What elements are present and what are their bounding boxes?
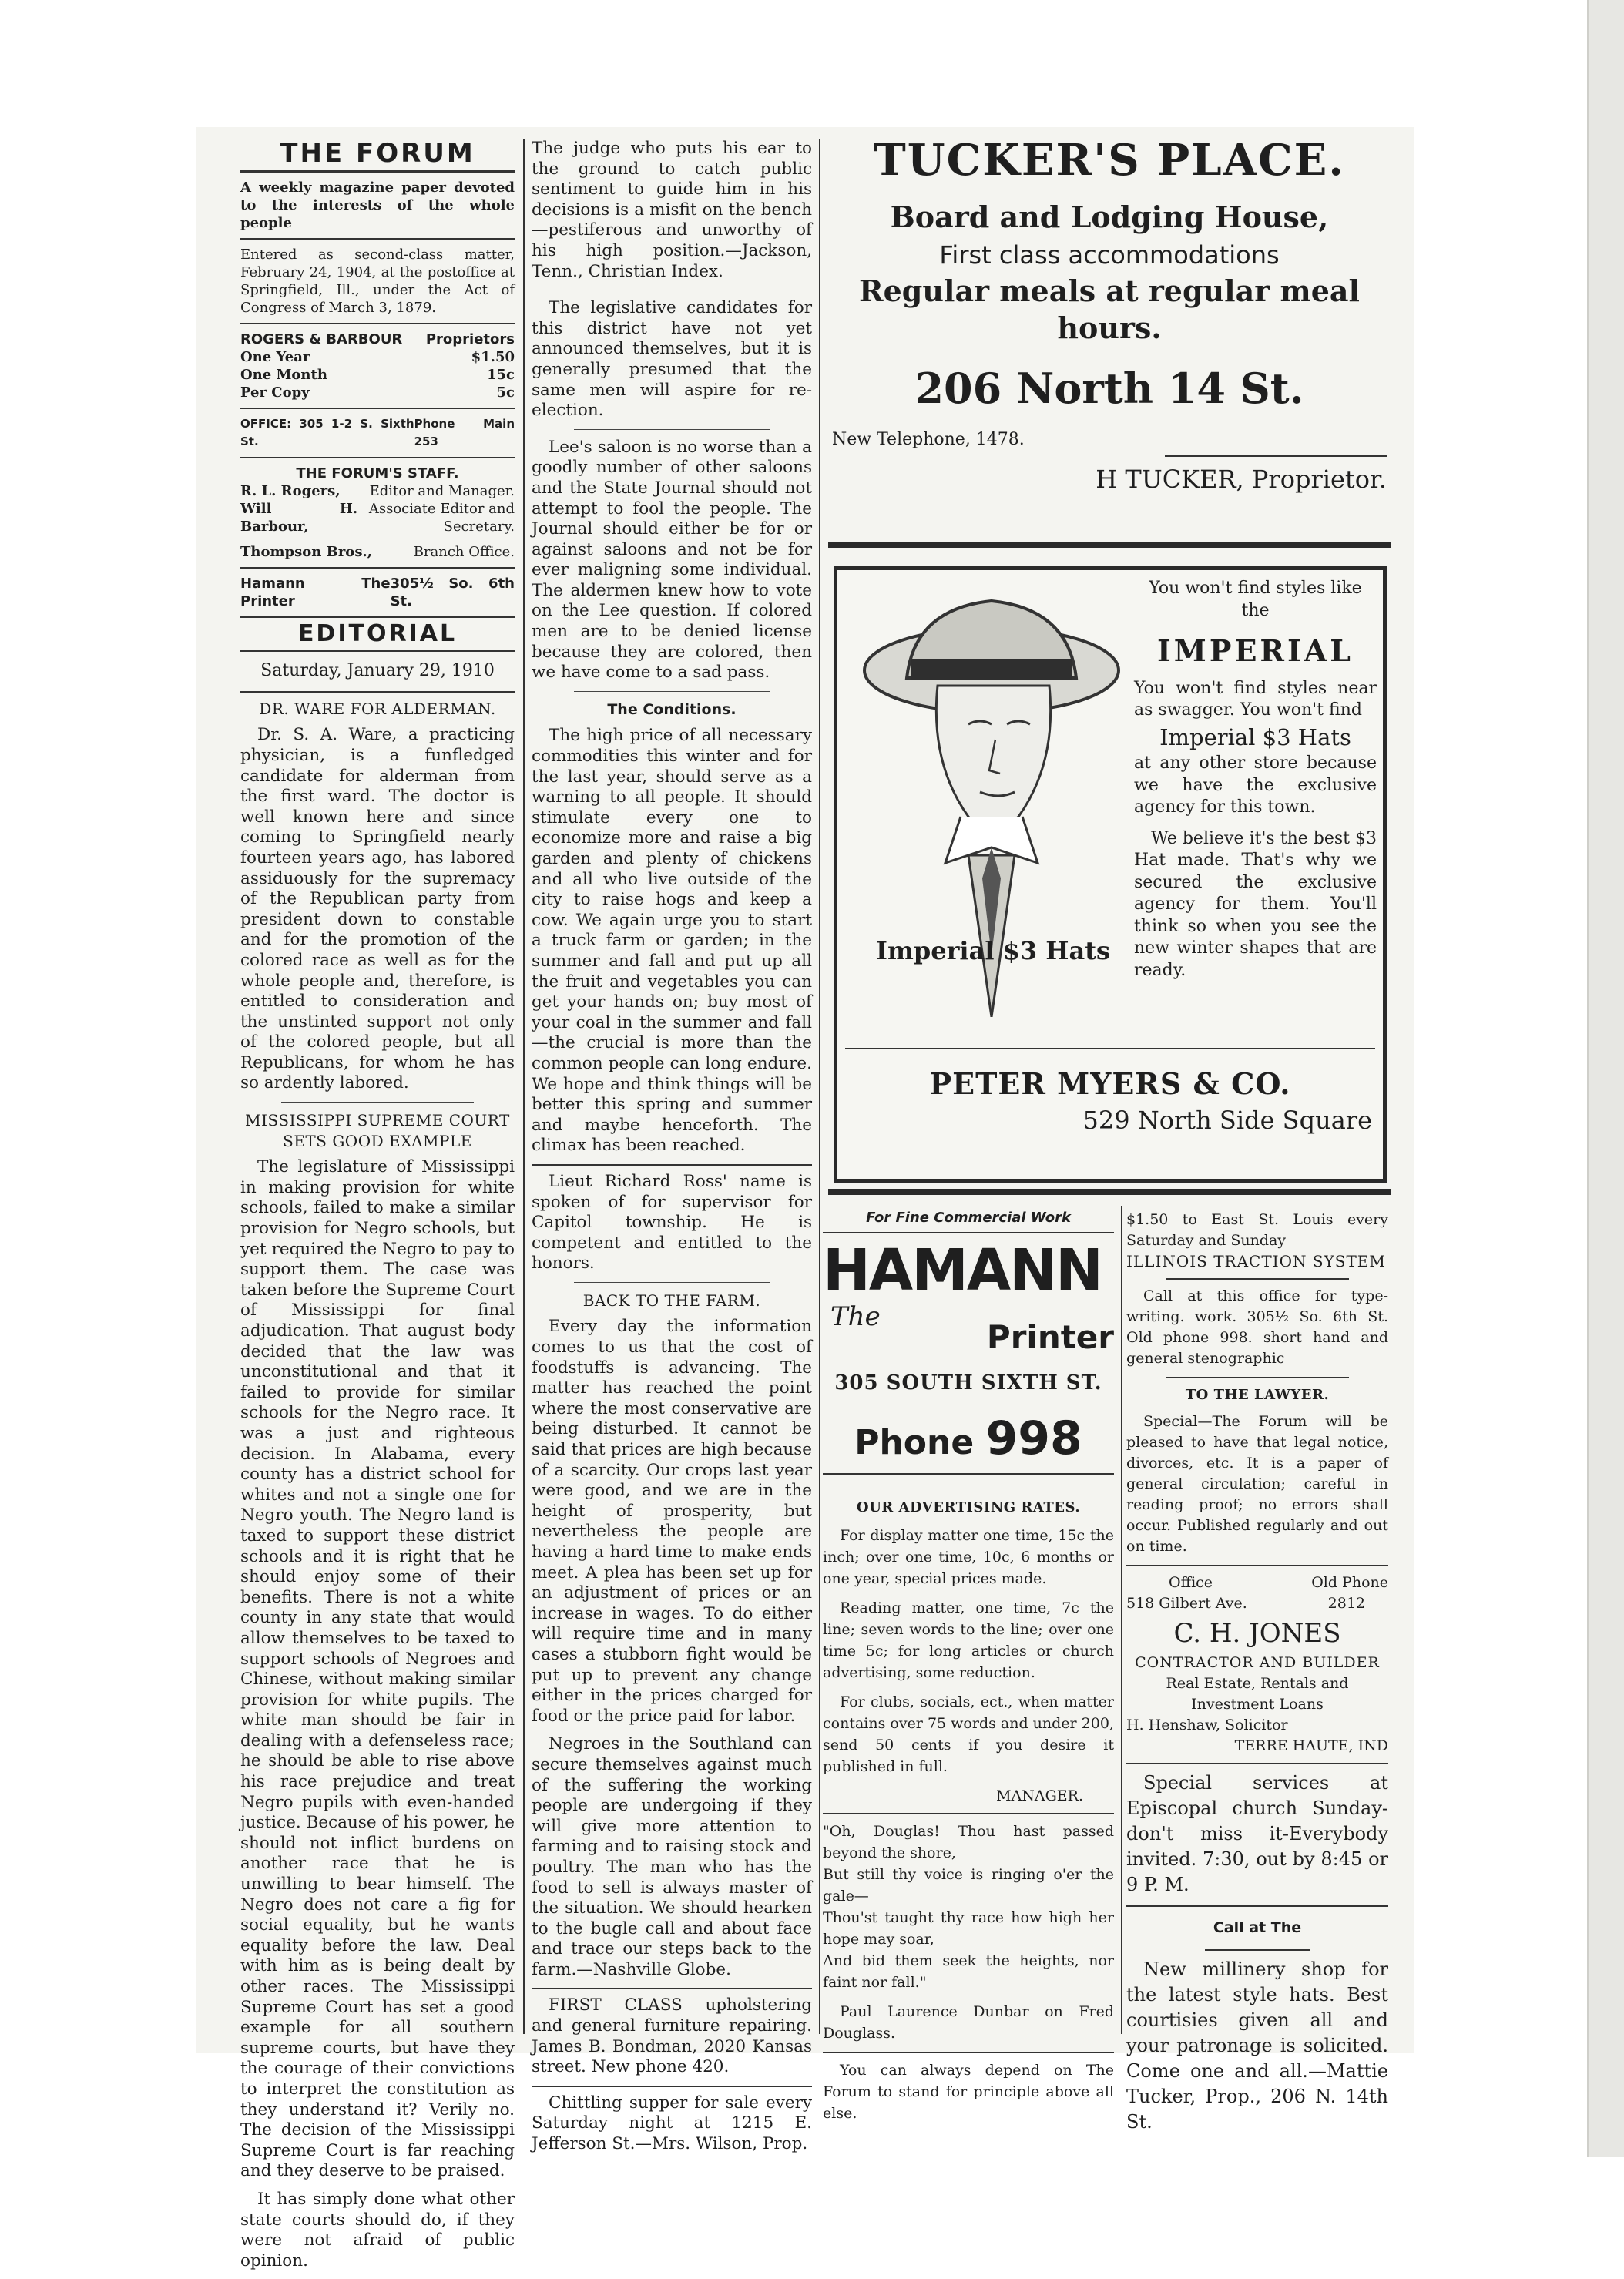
jones-city: TERRE HAUTE, IND: [1234, 1737, 1388, 1754]
call-at-heading: Call at The: [1213, 1919, 1302, 1936]
hamann-phone: Phone 998: [854, 1411, 1082, 1465]
rates-clubs: For clubs, socials, ect., when matter contains over 75 words and under 200, send 50 cents if you desire it published in full.: [823, 1693, 1114, 1775]
masthead-entry: Entered as second-class matter, February 24, 1904, at the postoffice at Springfield, Ill., under the Act of Congress of March 3, 1879.: [240, 246, 515, 316]
imperial-p2: at any other store because we have the exclusive agency for this town.: [1134, 754, 1377, 817]
printer-address: 305½ So. 6th St.: [390, 575, 515, 609]
jones-solicitor: H. Henshaw, Solicitor: [1126, 1717, 1288, 1734]
ad-divider-2: [828, 1189, 1391, 1195]
rates-manager: MANAGER.: [996, 1787, 1083, 1804]
imperial-brand: IMPERIAL: [1157, 633, 1354, 668]
jones-address: 518 Gilbert Ave. 2812: [1126, 1595, 1365, 1612]
jones-role: CONTRACTOR AND BUILDER: [1135, 1654, 1380, 1671]
hamann-tag: For Fine Commercial Work: [866, 1210, 1071, 1226]
tucker-proprietor: H TUCKER, Proprietor.: [1096, 465, 1387, 494]
publisher-name: ROGERS & BARBOUR: [240, 331, 403, 347]
conditions-body: The high price of all necessary commodities this winter and for the last year, should serve as a warning to all people. It should stimulate every one to economize more and raise a big garden and plenty of chickens and all who live outside of the city to raise hogs and keep a cow. We again urge you to start a truck farm or garden; in the summer and fall and put up all the fruit and vegetables you can get your hands on; buy most of your coal in the summer and fall—the crucial is more than the common people can long endure. We hope and think things will be better this spring and summer and maybe henceforth. The climax has been reached.: [532, 726, 812, 1156]
article-title-mississippi: MISSISSIPPI SUPREME COURT SETS GOOD EXAMPLE: [245, 1111, 510, 1150]
jones-business: Real Estate, Rentals and Investment Loans: [1166, 1675, 1349, 1713]
traction-notice: $1.50 to East St. Louis every Saturday and Sunday: [1126, 1211, 1388, 1249]
hamann-address: 305 SOUTH SIXTH ST.: [834, 1371, 1102, 1395]
jones-office: Office Old Phone: [1169, 1574, 1388, 1591]
publisher-role: Proprietors: [425, 331, 515, 347]
traction-company: ILLINOIS TRACTION SYSTEM: [1126, 1252, 1386, 1270]
saloon-paragraph: Lee's saloon is no worse than a goodly number of other saloons and the State Journal should not attempt to fool the people. The Journal should either be for or against saloons and not be for ever maligning some individual. The aldermen knew how to vote on the Lee question. If colored men are to be denied license because they are colored, then we have come to a sad pass.: [532, 437, 812, 683]
jones-name: C. H. JONES: [1173, 1618, 1341, 1649]
article-body-mississippi-2: It has simply done what other state courts should do, if they were not afraid of public opinion.: [240, 2189, 515, 2271]
column-2: [532, 139, 812, 2163]
rates-reading: Reading matter, one time, 7c the line; seven words to the line; over one time 5c; for long articles or church advertising, some reduction.: [823, 1599, 1114, 1681]
hamann-name: HAMANN: [823, 1237, 1102, 1304]
imperial-footer: [837, 1048, 1383, 1135]
forum-principle: You can always depend on The Forum to stand for principle above all else.: [823, 2062, 1114, 2122]
imperial-hats: Imperial $3 Hats: [1159, 723, 1351, 750]
farm-title: BACK TO THE FARM.: [582, 1291, 761, 1310]
column-1: [240, 139, 515, 2279]
hamann-the: The: [830, 1301, 881, 1332]
farm-body: Every day the information comes to us that the cost of foodstuffs is advancing. The matter has reached the point where the most conservative are being disturbed. It cannot be said that prices are high because of a scarcity. Our crops last year were good, and we are in the height of prosperity, but nevertheless the people are having a hard time to make ends meet. A plea has been set up for an adjustment of prices or an increase in wages. To do either will require time and in many cases a stubborn fight would be put up to prevent any change either in the prices charged for food or the price paid for labor.: [532, 1317, 812, 1726]
masthead-title: THE FORUM: [280, 138, 475, 169]
imperial-copy: [1134, 578, 1377, 982]
column-4: [1126, 1210, 1388, 2143]
poem-credit: Paul Laurence Dunbar on Fred Douglass.: [823, 2003, 1114, 2042]
rates-display: For display matter one time, 15c the inch; over one time, 10c, 6 months or one year, special prices made.: [823, 1527, 1114, 1587]
tucker-line2: Regular meals at regular meal hours.: [859, 274, 1360, 345]
issue-date: Saturday, January 29, 1910: [260, 661, 495, 681]
judge-paragraph: The judge who puts his ear to the ground to catch public sentiment to guide him in his decisions is a misfit on the bench—pestiferous and unworthy of his high position.—Jackson, Tenn., Christian Index.: [532, 139, 812, 281]
ad-divider: [828, 542, 1391, 548]
tucker-line1: First class accommodations: [939, 240, 1280, 270]
upholstery-notice: FIRST CLASS upholstering and general furniture repairing. James B. Bondman, 2020 Kansas street. New phone 420.: [532, 1995, 812, 2077]
column-3-notices: [823, 1491, 1114, 2132]
farm-body-2: Negroes in the Southland can secure themselves against much of the suffering the working people are undergoing if they will give more attention to farming and to raising stock and poultry. The man who has the food to sell is always master of the situation. We should hearken to the bugle call and about face and trace our steps back to the farm.—Nashville Globe.: [532, 1734, 812, 1979]
lawyer-title: TO THE LAWYER.: [1185, 1387, 1330, 1403]
office-address: OFFICE: 305 1-2 S. Sixth St.: [240, 416, 414, 448]
chittling-notice: Chittling supper for sale every Saturday night at 1215 E. Jefferson St.—Mrs. Wilson, Prop.: [532, 2093, 812, 2154]
staff-heading: THE FORUM'S STAFF.: [296, 465, 459, 482]
article-body-ware: Dr. S. A. Ware, a practicing physician, is a funfledged candidate for alderman from the first ward. The doctor is well known here and since coming to Springfield nearly fourteen years ago, has labored assiduously for the supremacy of the Republican party from president down to constable and for the promotion of the colored race as well as for the whole people and, therefore, is entitled to consideration and the unstinted support not only of the colored people, but all Republicans, for whom he has so ardently labored.: [240, 725, 515, 1093]
legislative-paragraph: The legislative candidates for this district have not yet announced themselves, but it is generally presumed that the same men will aspire for re-election.: [532, 298, 812, 421]
hamann-printer: Printer: [986, 1318, 1114, 1356]
column-rule-3: [1121, 1206, 1122, 2034]
rates-title: OUR ADVERTISING RATES.: [856, 1499, 1081, 1515]
imperial-top: You won't find styles like the: [1149, 579, 1362, 620]
tuckers-place-ad: [832, 135, 1387, 502]
tucker-title: TUCKER'S PLACE.: [874, 135, 1345, 186]
tucker-subtitle: Board and Lodging House,: [890, 200, 1329, 234]
ross-paragraph: Lieut Richard Ross' name is spoken of for supervisor for Capitol township. He is competent and entitled to the honors.: [532, 1171, 812, 1274]
column-rule-1: [523, 139, 525, 2034]
typewriting-notice: Call at this office for type-writing. work. 305½ So. 6th St. Old phone 998. short hand and general stenographic: [1126, 1287, 1388, 1367]
subscription-rates: One Year $1.50 One Month 15c Per Copy 5c: [240, 348, 515, 401]
tucker-address: 206 North 14 St.: [914, 364, 1304, 413]
masthead-tagline: A weekly magazine paper devoted to the interests of the whole people: [240, 179, 515, 231]
dunbar-poem: "Oh, Douglas! Thou hast passed beyond the shore, But still thy voice is ringing o'er the gale— Thou'st taught thy race how high her hope may soar, And bid them seek the heights, nor faint nor fall.": [823, 1823, 1114, 1991]
column-rule-2: [819, 139, 820, 2034]
editorial-heading: EDITORIAL: [297, 619, 458, 647]
conditions-title: The Conditions.: [607, 700, 737, 718]
office-phone: Phone Main 253: [414, 416, 515, 448]
imperial-hats-ad: [834, 566, 1387, 1183]
page-edge: [1587, 0, 1624, 2157]
imperial-p1: You won't find styles near as swagger. You won't find: [1134, 678, 1377, 720]
article-body-mississippi: The legislature of Mississippi in making provision for white schools, failed to make a similar provision for Negro schools, but yet required the Negro to pay to support them. The case was taken before the Supreme Court of Mississippi for final adjudication. That august body decided that the law was unconstitutional and that it failed to provide for similar schools for the Negro race. It was a just and righteous decision. In Alabama, every county has a district school for whites and not a single one for Negro youth. The Negro land is taxed to support these district schools and it is right that he should enjoy some of their benefits. There is not a white county in any state that would allow themselves to be taxed to support schools of Negroes and Chinese, without making similar provision for white pupils. The white man should be fair in dealing with a defenseless race; he should be able to rise above his race prejudice and treat Negro pupils with even-handed justice. Because of his power, he should not inflict burdens on another race that he is unwilling to bear himself. The Negro does not care a fig for social equality, but he wants equality before the law. Deal with him as is being dealt by other races. The Mississippi Supreme Court has set a good example for all southern supreme courts, but have they the courage of their convictions to interpret the constitution as they understand it? Verily no. The decision of the Mississippi Supreme Court is far reaching and they deserve to be praised.: [240, 1157, 515, 2181]
millinery-notice: New millinery shop for the latest style hats. Best courtisies given all and your patronage is solicited. Come one and all.—Mattie Tucker, Prop., 206 N. 14th St.: [1126, 1958, 1388, 2133]
hamann-printer-ad: [823, 1210, 1114, 1482]
hat-caption: Imperial $3 Hats: [876, 936, 1111, 965]
printer-line: Hamann The Printer: [240, 575, 391, 609]
staff-list: R. L. Rogers, Editor and Manager. Will H. Barbour, Associate Editor and Secretary. Thompson Bros., Branch Office.: [240, 482, 515, 560]
store-name: PETER MYERS & CO.: [929, 1066, 1291, 1101]
tucker-phone: New Telephone, 1478.: [832, 430, 1025, 449]
imperial-p3: We believe it's the best $3 Hat made. That's why we secured the exclusive agency for them. You'll think so when you see the new winter shapes that are ready.: [1134, 828, 1377, 980]
store-address: 529 North Side Square: [1082, 1106, 1372, 1135]
episcopal-notice: Special services at Episcopal church Sunday-don't miss it-Everybody invited. 7:30, out by 8:45 or 9 P. M.: [1126, 1772, 1388, 1895]
article-title-ware: DR. WARE FOR ALDERMAN.: [259, 699, 496, 718]
lawyer-notice: Special—The Forum will be pleased to have that legal notice, divorces, etc. It is a paper of general circulation; careful in reading proof; no errors shall occur. Published regularly and out on time.: [1126, 1413, 1388, 1555]
